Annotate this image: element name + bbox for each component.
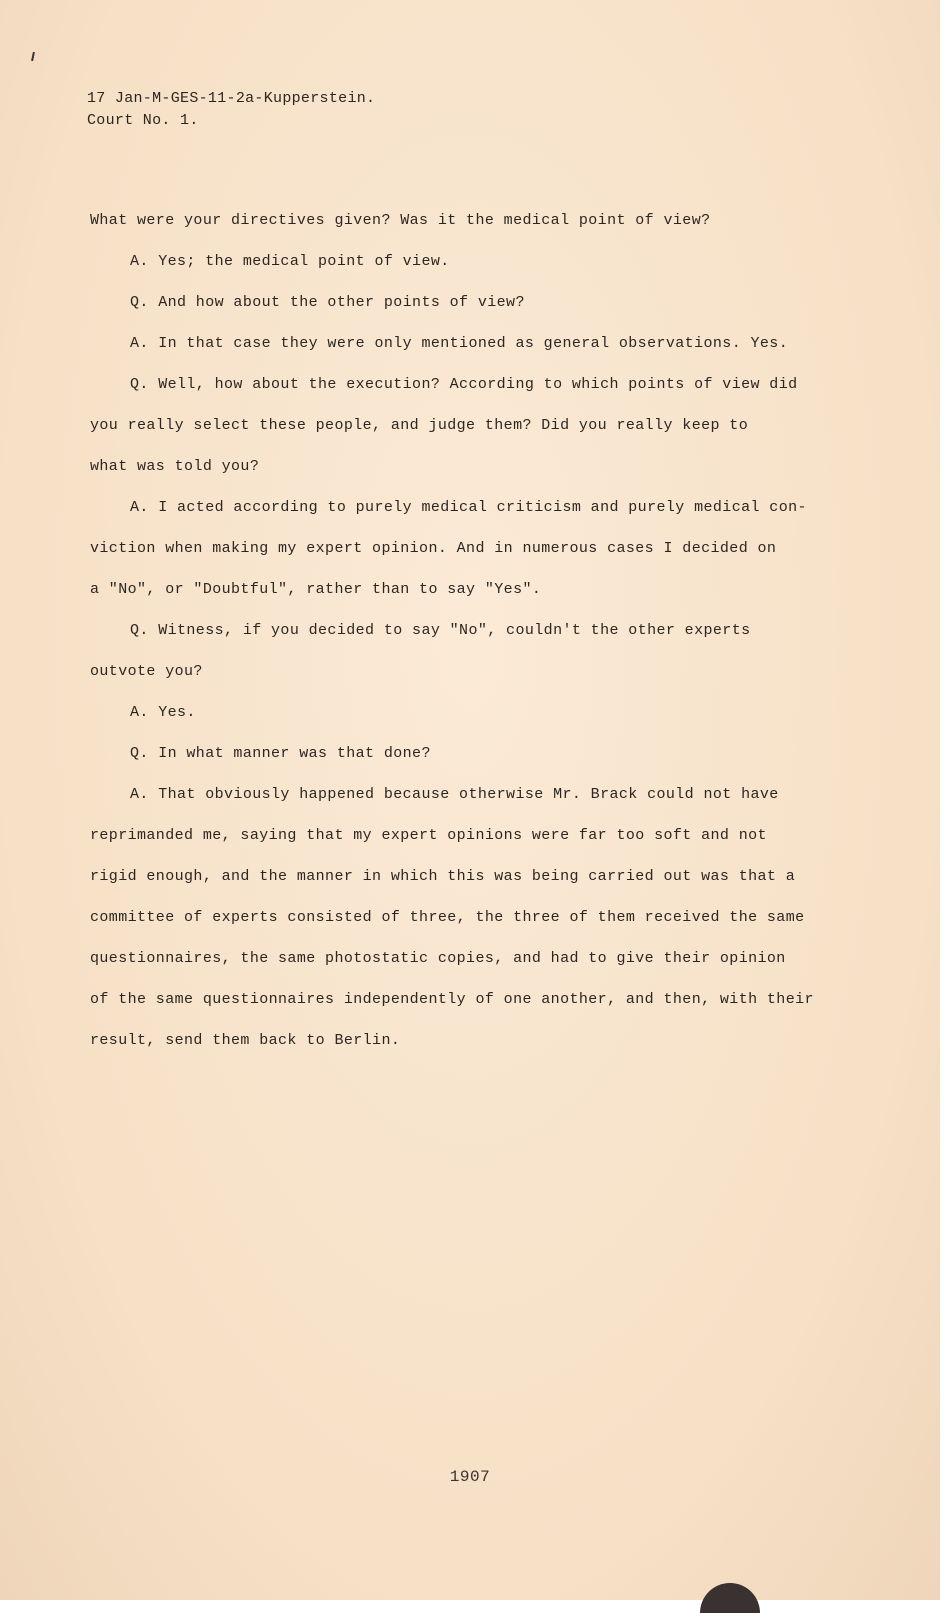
transcript-line: questionnaires, the same photostatic copies, and had to give their opinion: [90, 950, 786, 967]
page-number: 1907: [449, 1468, 491, 1486]
margin-mark: [31, 52, 35, 61]
header-reference: 17 Jan-M-GES-11-2a-Kupperstein.: [87, 90, 376, 107]
transcript-line: Q. Witness, if you decided to say "No", couldn't the other experts: [130, 622, 751, 639]
header-court: Court No. 1.: [87, 112, 199, 129]
transcript-line: Q. In what manner was that done?: [130, 745, 431, 762]
transcript-line: A. Yes.: [130, 704, 196, 721]
transcript-line: A. That obviously happened because otherwise Mr. Brack could not have: [130, 786, 779, 803]
transcript-line: A. Yes; the medical point of view.: [130, 253, 450, 270]
transcript-line: What were your directives given? Was it the medical point of view?: [90, 212, 711, 229]
transcript-line: result, send them back to Berlin.: [90, 1032, 401, 1049]
transcript-line: a "No", or "Doubtful", rather than to say "Yes".: [90, 581, 542, 598]
transcript-line: you really select these people, and judge them? Did you really keep to: [90, 417, 749, 434]
transcript-line: of the same questionnaires independently of one another, and then, with their: [90, 991, 814, 1008]
transcript-body: [90, 200, 880, 1061]
document-header: [87, 88, 375, 132]
paper-damage: [700, 1583, 760, 1613]
scan-margin: [940, 0, 949, 1600]
transcript-line: reprimanded me, saying that my expert opinions were far too soft and not: [90, 827, 767, 844]
transcript-line: committee of experts consisted of three, the three of them received the same: [90, 909, 805, 926]
transcript-line: A. I acted according to purely medical criticism and purely medical con-: [130, 499, 807, 516]
transcript-line: Q. Well, how about the execution? According to which points of view did: [130, 376, 798, 393]
transcript-line: Q. And how about the other points of view?: [130, 294, 525, 311]
transcript-line: viction when making my expert opinion. And in numerous cases I decided on: [90, 540, 777, 557]
transcript-line: what was told you?: [90, 458, 260, 475]
transcript-line: outvote you?: [90, 663, 203, 680]
transcript-line: A. In that case they were only mentioned as general observations. Yes.: [130, 335, 789, 352]
transcript-line: rigid enough, and the manner in which this was being carried out was that a: [90, 868, 796, 885]
